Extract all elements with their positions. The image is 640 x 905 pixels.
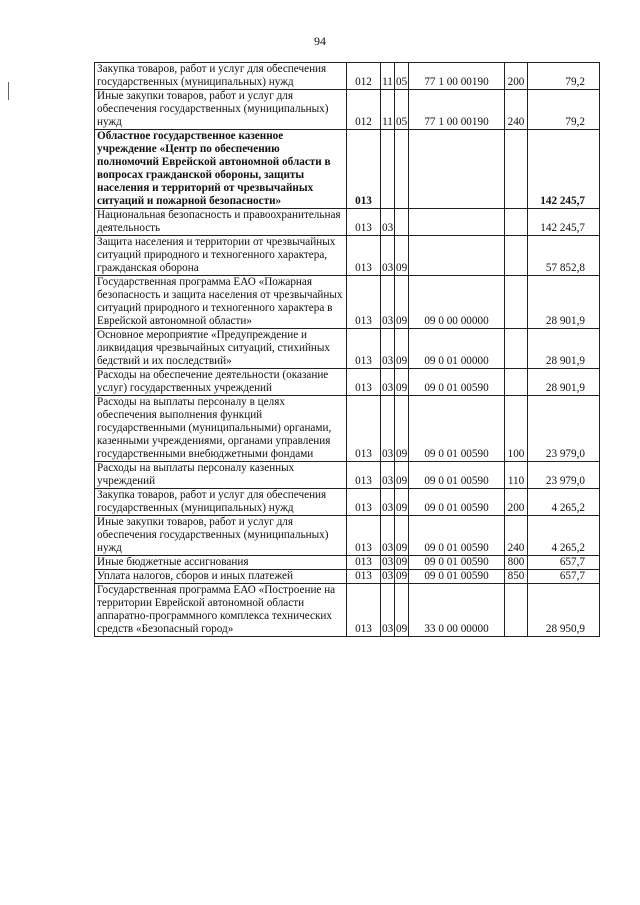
row-rz: 11 <box>381 90 395 130</box>
row-pr: 09 <box>395 489 409 516</box>
row-sum: 79,2 <box>528 63 600 90</box>
row-ved: 013 <box>347 556 381 570</box>
row-vr <box>505 276 528 329</box>
row-pr: 09 <box>396 556 408 568</box>
row-vr: 800 <box>505 556 528 570</box>
row-ved: 012 <box>347 63 381 90</box>
row-pr: 09 <box>395 236 409 276</box>
row-ved: 013 <box>347 570 381 584</box>
row-csr <box>409 236 505 276</box>
row-pr: 09 <box>395 276 409 329</box>
row-sum: 4 265,2 <box>528 489 600 516</box>
row-vr: 240 <box>505 90 528 130</box>
row-sum: 142 245,7 <box>528 130 600 209</box>
row-pr: 09 <box>395 516 409 556</box>
row-name: Национальная безопасность и правоохранительная деятельность <box>95 209 347 236</box>
row-rz: 03 <box>381 236 395 276</box>
page-number: 94 <box>314 34 326 48</box>
table-row <box>95 462 600 489</box>
budget-table <box>94 62 600 637</box>
table-row <box>95 90 600 130</box>
table-row <box>95 329 600 369</box>
row-rz: 03 <box>381 396 395 462</box>
row-vr: 100 <box>505 396 528 462</box>
row-sum: 657,7 <box>528 556 600 570</box>
row-name: Уплата налогов, сборов и иных платежей <box>95 570 347 584</box>
row-sum: 28 950,9 <box>528 584 600 637</box>
row-vr <box>505 130 528 209</box>
table-row <box>95 130 600 209</box>
row-rz: 03 <box>381 489 395 516</box>
row-pr: 09 <box>395 462 409 489</box>
row-sum: 4 265,2 <box>528 516 600 556</box>
row-pr <box>395 130 409 209</box>
row-sum: 23 979,0 <box>528 396 600 462</box>
row-ved: 012 <box>347 90 381 130</box>
row-ved: 013 <box>347 584 381 637</box>
row-rz: 03 <box>381 462 395 489</box>
row-csr: 09 0 01 00590 <box>409 369 505 396</box>
row-name: Иные закупки товаров, работ и услуг для обеспечения государственных (муниципальных) нужд <box>95 516 347 556</box>
row-csr: 09 0 00 00000 <box>409 276 505 329</box>
row-rz: 03 <box>381 516 395 556</box>
row-csr: 09 0 01 00590 <box>409 556 505 570</box>
row-name: Закупка товаров, работ и услуг для обеспечения государственных (муниципальных) нужд <box>95 489 347 516</box>
row-rz: 03 <box>381 369 395 396</box>
row-name: Защита населения и территории от чрезвычайных ситуаций природного и техногенного характера, гражданская оборона <box>95 236 347 276</box>
budget-table-body <box>95 63 600 637</box>
row-name: Государственная программа ЕАО «Построение на территории Еврейской автономной области аппаратно-программного комплекса технических средств «Безопасный город» <box>95 584 347 637</box>
table-row <box>95 209 600 236</box>
row-sum: 142 245,7 <box>528 209 600 236</box>
row-csr <box>409 209 505 236</box>
row-ved: 013 <box>347 462 381 489</box>
row-pr: 05 <box>395 90 409 130</box>
row-pr: 09 <box>395 396 409 462</box>
row-name: Иные бюджетные ассигнования <box>95 556 347 570</box>
row-sum: 79,2 <box>528 90 600 130</box>
row-csr <box>409 130 505 209</box>
row-ved: 013 <box>347 329 381 369</box>
binding-mark <box>8 82 9 100</box>
row-name: Расходы на выплаты персоналу казенных учреждений <box>95 462 347 489</box>
row-rz: 03 <box>381 276 395 329</box>
row-vr: 850 <box>505 570 528 584</box>
row-name: Государственная программа ЕАО «Пожарная безопасность и защита населения от чрезвычайных ситуаций природного и техногенного характера в Еврейской автономной области» <box>95 276 347 329</box>
row-name: Расходы на выплаты персоналу в целях обеспечения выполнения функций государственными (муниципальными) органами, казенными учреждениями, органами управления государственными внебюджетными фондами <box>95 396 347 462</box>
row-rz: 11 <box>381 63 395 90</box>
row-pr: 09 <box>395 584 409 637</box>
row-vr <box>505 369 528 396</box>
table-row <box>95 516 600 556</box>
row-sum: 57 852,8 <box>528 236 600 276</box>
row-sum: 28 901,9 <box>528 329 600 369</box>
row-ved: 013 <box>347 516 381 556</box>
table-row <box>95 556 600 570</box>
row-sum: 23 979,0 <box>528 462 600 489</box>
row-csr: 09 0 01 00590 <box>409 489 505 516</box>
row-sum: 28 901,9 <box>528 369 600 396</box>
row-ved: 013 <box>347 396 381 462</box>
row-vr <box>505 236 528 276</box>
row-csr: 77 1 00 00190 <box>409 63 505 90</box>
row-vr: 110 <box>505 462 528 489</box>
table-row <box>95 584 600 637</box>
row-name: Иные закупки товаров, работ и услуг для обеспечения государственных (муниципальных) нужд <box>95 90 347 130</box>
row-sum: 28 901,9 <box>528 276 600 329</box>
row-vr: 200 <box>505 63 528 90</box>
row-csr: 09 0 01 00590 <box>409 396 505 462</box>
row-rz: 03 <box>381 584 395 637</box>
table-row <box>95 396 600 462</box>
row-name: Областное государственное казенное учреждение «Центр по обеспечению полномочий Еврейской автономной области в вопросах гражданской обороны, защиты населения и территорий от чрезвычайных ситуаций и пожарной безопасности» <box>95 130 347 209</box>
table-row <box>95 570 600 584</box>
row-vr: 200 <box>505 489 528 516</box>
row-vr: 240 <box>505 516 528 556</box>
row-pr <box>395 209 409 236</box>
row-csr: 09 0 01 00590 <box>409 516 505 556</box>
row-csr: 09 0 01 00590 <box>409 570 505 584</box>
table-row <box>95 489 600 516</box>
row-pr: 09 <box>396 570 408 582</box>
table-row <box>95 236 600 276</box>
row-csr: 77 1 00 00190 <box>409 90 505 130</box>
row-rz <box>381 130 395 209</box>
row-ved: 013 <box>347 236 381 276</box>
row-csr: 09 0 01 00000 <box>409 329 505 369</box>
row-vr <box>505 584 528 637</box>
row-name: Расходы на обеспечение деятельности (оказание услуг) государственных учреждений <box>95 369 347 396</box>
row-ved: 013 <box>347 489 381 516</box>
row-ved: 013 <box>347 130 381 209</box>
table-row <box>95 63 600 90</box>
row-rz: 03 <box>381 209 395 236</box>
row-ved: 013 <box>347 209 381 236</box>
row-vr <box>505 209 528 236</box>
row-pr: 05 <box>395 63 409 90</box>
row-csr: 33 0 00 00000 <box>409 584 505 637</box>
table-row <box>95 276 600 329</box>
table-row <box>95 369 600 396</box>
row-pr: 09 <box>395 369 409 396</box>
row-ved: 013 <box>347 369 381 396</box>
row-name: Основное мероприятие «Предупреждение и ликвидация чрезвычайных ситуаций, стихийных бедствий и их последствий» <box>95 329 347 369</box>
row-csr: 09 0 01 00590 <box>409 462 505 489</box>
row-rz: 03 <box>382 556 394 568</box>
row-vr <box>505 329 528 369</box>
row-name: Закупка товаров, работ и услуг для обеспечения государственных (муниципальных) нужд <box>95 63 347 90</box>
row-rz: 03 <box>381 329 395 369</box>
row-sum: 657,7 <box>528 570 600 584</box>
row-ved: 013 <box>347 276 381 329</box>
row-pr: 09 <box>395 329 409 369</box>
row-rz: 03 <box>382 570 394 582</box>
